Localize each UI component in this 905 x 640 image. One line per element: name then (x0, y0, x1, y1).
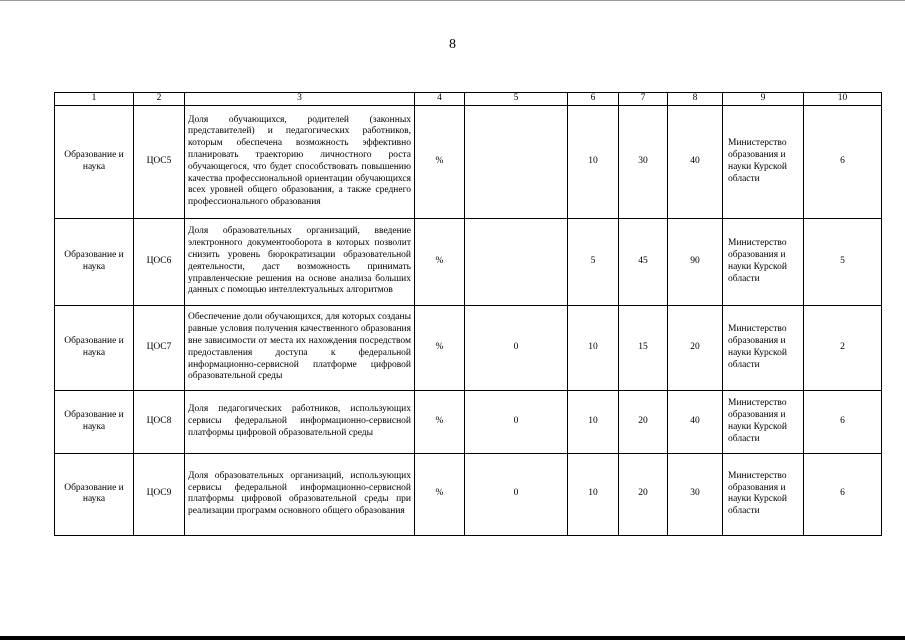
value-cell-5: 0 (465, 453, 568, 535)
table-row (55, 105, 882, 218)
header-cell: 8 (668, 93, 723, 106)
area-cell: Образование и наука (55, 453, 134, 535)
value-cell-8: 90 (668, 218, 723, 305)
value-cell-10: 2 (804, 305, 882, 390)
header-cell: 5 (465, 93, 568, 106)
header-row (55, 93, 882, 106)
unit-cell: % (415, 105, 465, 218)
value-cell-10: 6 (804, 390, 882, 453)
value-cell-7: 15 (619, 305, 668, 390)
value-cell-8: 30 (668, 453, 723, 535)
code-cell: ЦОС6 (134, 218, 185, 305)
area-cell: Образование и наука (55, 305, 134, 390)
value-cell-5 (465, 105, 568, 218)
value-cell-5 (465, 218, 568, 305)
value-cell-5: 0 (465, 390, 568, 453)
value-cell-10: 6 (804, 105, 882, 218)
table-row (55, 305, 882, 390)
value-cell-8: 40 (668, 105, 723, 218)
value-cell-7: 30 (619, 105, 668, 218)
value-cell-8: 40 (668, 390, 723, 453)
header-cell: 9 (723, 93, 804, 106)
ministry-cell: Министерство образования и науки Курской области (723, 390, 804, 453)
code-cell: ЦОС7 (134, 305, 185, 390)
value-cell-6: 10 (568, 390, 619, 453)
header-cell: 2 (134, 93, 185, 106)
value-cell-7: 20 (619, 453, 668, 535)
page-number: 8 (449, 37, 456, 52)
description-cell: Доля образовательных организаций, введение электронного документооборота в которых позволит снизить уровень бюрократизации образовательной деятельности, даст возможность принимать управленческие решения на основе анализа больших данных с помощью интеллектуальных алгоритмов (185, 218, 415, 305)
ministry-cell: Министерство образования и науки Курской области (723, 218, 804, 305)
area-cell: Образование и наука (55, 105, 134, 218)
table-row (55, 390, 882, 453)
ministry-cell: Министерство образования и науки Курской области (723, 305, 804, 390)
header-cell: 1 (55, 93, 134, 106)
description-cell: Обеспечение доли обучающихся, для которых созданы равные условия получения качественного образования вне зависимости от места их нахождения посредством предоставления доступа к федеральной информационно-сервисной платформе цифровой образовательной среды (185, 305, 415, 390)
value-cell-10: 6 (804, 453, 882, 535)
code-cell: ЦОС5 (134, 105, 185, 218)
value-cell-10: 5 (804, 218, 882, 305)
header-cell: 6 (568, 93, 619, 106)
value-cell-7: 20 (619, 390, 668, 453)
top-scan-line (0, 0, 905, 1)
value-cell-5: 0 (465, 305, 568, 390)
table-row (55, 453, 882, 535)
value-cell-6: 10 (568, 305, 619, 390)
header-cell: 4 (415, 93, 465, 106)
header-cell: 7 (619, 93, 668, 106)
unit-cell: % (415, 453, 465, 535)
ministry-cell: Министерство образования и науки Курской области (723, 105, 804, 218)
description-cell: Доля образовательных организаций, использующих сервисы федеральной информационно-сервисной платформы цифровой образовательной среды при реализации программ основного общего образования (185, 453, 415, 535)
value-cell-8: 20 (668, 305, 723, 390)
bottom-scan-border (0, 636, 905, 640)
header-cell: 3 (185, 93, 415, 106)
description-cell: Доля обучающихся, родителей (законных представителей) и педагогических работников, которым обеспечена возможность эффективно планировать траекторию личностного роста обучающегося, что будет способствовать повышению качества профессиональной ориентации обучающихся всех уровней общего образования, а также среднего профессионального образования (185, 105, 415, 218)
description-cell: Доля педагогических работников, использующих сервисы федеральной информационно-сервисной платформы цифровой образовательной среды (185, 390, 415, 453)
indicators-table (54, 92, 882, 536)
unit-cell: % (415, 305, 465, 390)
ministry-cell: Министерство образования и науки Курской области (723, 453, 804, 535)
area-cell: Образование и наука (55, 218, 134, 305)
table-row (55, 218, 882, 305)
code-cell: ЦОС8 (134, 390, 185, 453)
area-cell: Образование и наука (55, 390, 134, 453)
unit-cell: % (415, 390, 465, 453)
unit-cell: % (415, 218, 465, 305)
header-cell: 10 (804, 93, 882, 106)
value-cell-6: 10 (568, 105, 619, 218)
code-cell: ЦОС9 (134, 453, 185, 535)
value-cell-6: 10 (568, 453, 619, 535)
value-cell-7: 45 (619, 218, 668, 305)
value-cell-6: 5 (568, 218, 619, 305)
